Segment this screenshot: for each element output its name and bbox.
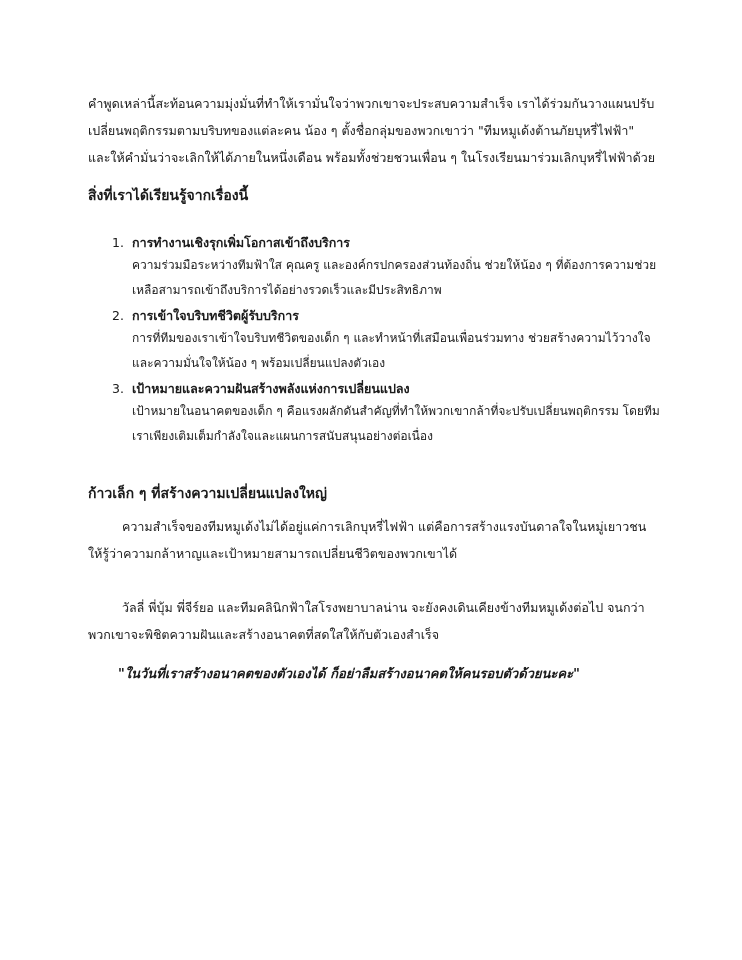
list-item-body: การที่ทีมของเราเข้าใจบริบทชีวิตของเด็ก ๆ และทำหน้าที่เสมือนเพื่อนร่วมทาง ช่วยสร้างความไว้วางใจและความมั่นใจให้น้อง ๆ พร้อมเปลี่ยนแปลงตัวเอง (132, 331, 651, 370)
section-heading-steps: ก้าวเล็ก ๆ ที่สร้างความเปลี่ยนแปลงใหญ่ (88, 486, 327, 502)
list-item-body: ความร่วมมือระหว่างทีมฟ้าใส คุณครู และองค์กรปกครองส่วนท้องถิ่น ช่วยให้น้อง ๆ ที่ต้องการความช่วยเหลือสามารถเข้าถึงบริการได้อย่างรวดเร็วและมีประสิทธิภาพ (132, 258, 657, 297)
body-paragraph-1: ความสำเร็จของทีมหมูเด้งไม่ได้อยู่แค่การเลิกบุหรี่ไฟฟ้า แต่คือการสร้างแรงบันดาลใจในหมู่เยาวชน ให้รู้ว่าความกล้าหาญและเป้าหมายสามารถเปลี่ยนชีวิตของพวกเขาได้ (88, 519, 647, 561)
intro-paragraph: คำพูดเหล่านี้สะท้อนความมุ่งมั่นที่ทำให้เรามั่นใจว่าพวกเขาจะประสบความสำเร็จ เราได้ร่วมกันวางแผนปรับเปลี่ยนพฤติกรรมตามบริบทของแต่ละคน น้อง ๆ ตั้งชื่อกลุ่มของพวกเขาว่า "ทีมหมูเด้งต้านภัยบุหรี่ไฟฟ้า" และให้คำมั่นว่าจะเลิกให้ได้ภายในหนึ่งเดือน พร้อมทั้งช่วยชวนเพื่อน ๆ ในโรงเรียนมาร่วมเลิกบุหรี่ไฟฟ้าด้วย (88, 96, 656, 165)
list-item-number: 2. (112, 308, 124, 323)
lessons-list (88, 232, 658, 451)
list-item-number: 3. (112, 381, 124, 396)
list-item (88, 232, 658, 303)
list-item (88, 378, 658, 449)
list-item-number: 1. (112, 235, 124, 250)
list-item-body: เป้าหมายในอนาคตของเด็ก ๆ คือแรงผลักดันสำคัญที่ทำให้พวกเขากล้าที่จะปรับเปลี่ยนพฤติกรรม โดยทีมเราเพียงเติมเต็มกำลังใจและแผนการสนับสนุนอย่างต่อเนื่อง (132, 404, 660, 443)
closing-quote: "ในวันที่เราสร้างอนาคตของตัวเองได้ ก็อย่าลืมสร้างอนาคตให้คนรอบตัวด้วยนะคะ" (118, 667, 580, 682)
section-heading-learned: สิ่งที่เราได้เรียนรู้จากเรื่องนี้ (88, 188, 249, 204)
list-item (88, 305, 658, 376)
body-paragraph-2: วัลลี่ พี่บุ้ม พี่จีร์ยอ และทีมคลินิกฟ้าใสโรงพยาบาลน่าน จะยังคงเดินเคียงข้างทีมหมูเด้งต่อไป จนกว่าพวกเขาจะพิชิตความฝันและสร้างอนาคตที่สดใสให้กับตัวเองสำเร็จ (88, 600, 645, 642)
list-item-title: การเข้าใจบริบทชีวิตผู้รับบริการ (132, 308, 299, 323)
list-item-title: เป้าหมายและความฝันสร้างพลังแห่งการเปลี่ยนแปลง (132, 381, 410, 396)
list-item-title: การทำงานเชิงรุกเพิ่มโอกาสเข้าถึงบริการ (132, 235, 351, 250)
